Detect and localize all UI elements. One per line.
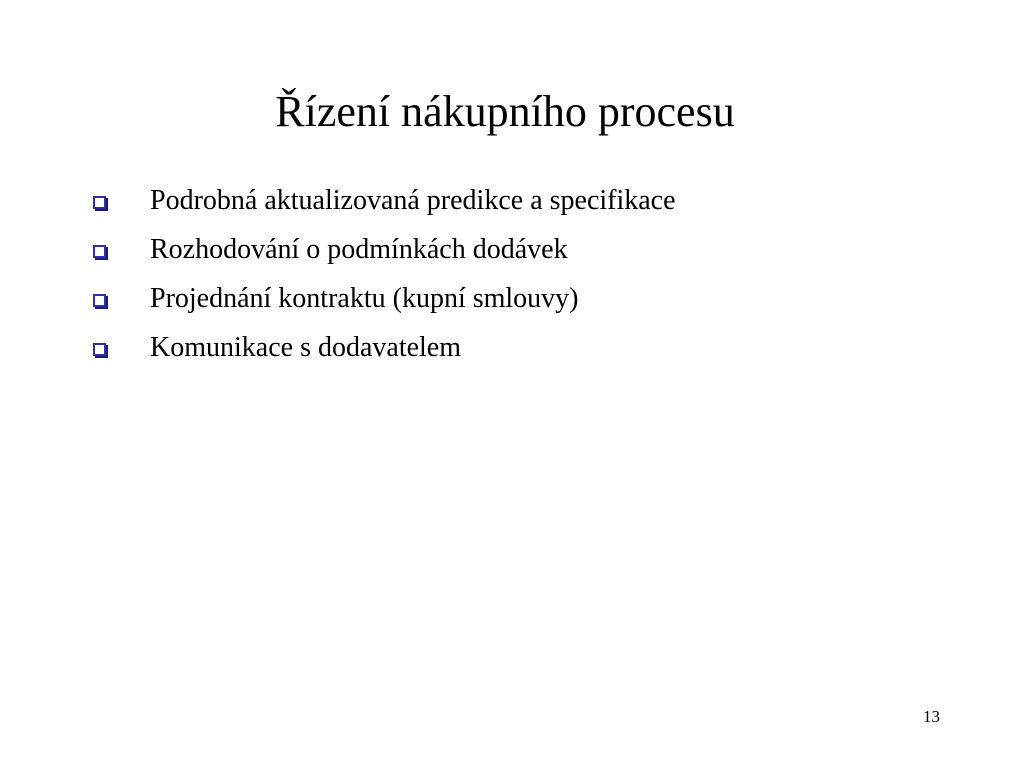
bullet-text: Podrobná aktualizovaná predikce a specifikace — [150, 184, 676, 216]
bullet-text: Projednání kontraktu (kupní smlouvy) — [150, 282, 579, 314]
bullet-text: Komunikace s dodavatelem — [150, 331, 462, 363]
bullet-item — [88, 176, 676, 225]
checkbox-square-icon — [93, 245, 106, 258]
checkbox-square-icon — [93, 196, 106, 209]
page-number: 13 — [923, 707, 940, 726]
bullet-item — [88, 274, 676, 323]
bullet-text: Rozhodování o podmínkách dodávek — [150, 233, 568, 265]
checkbox-square-icon — [93, 294, 106, 307]
bullet-item — [88, 323, 676, 372]
bullet-item — [88, 225, 676, 274]
slide-title: Řízení nákupního procesu — [275, 87, 735, 136]
checkbox-square-icon — [93, 343, 106, 356]
bullet-list — [88, 176, 676, 372]
